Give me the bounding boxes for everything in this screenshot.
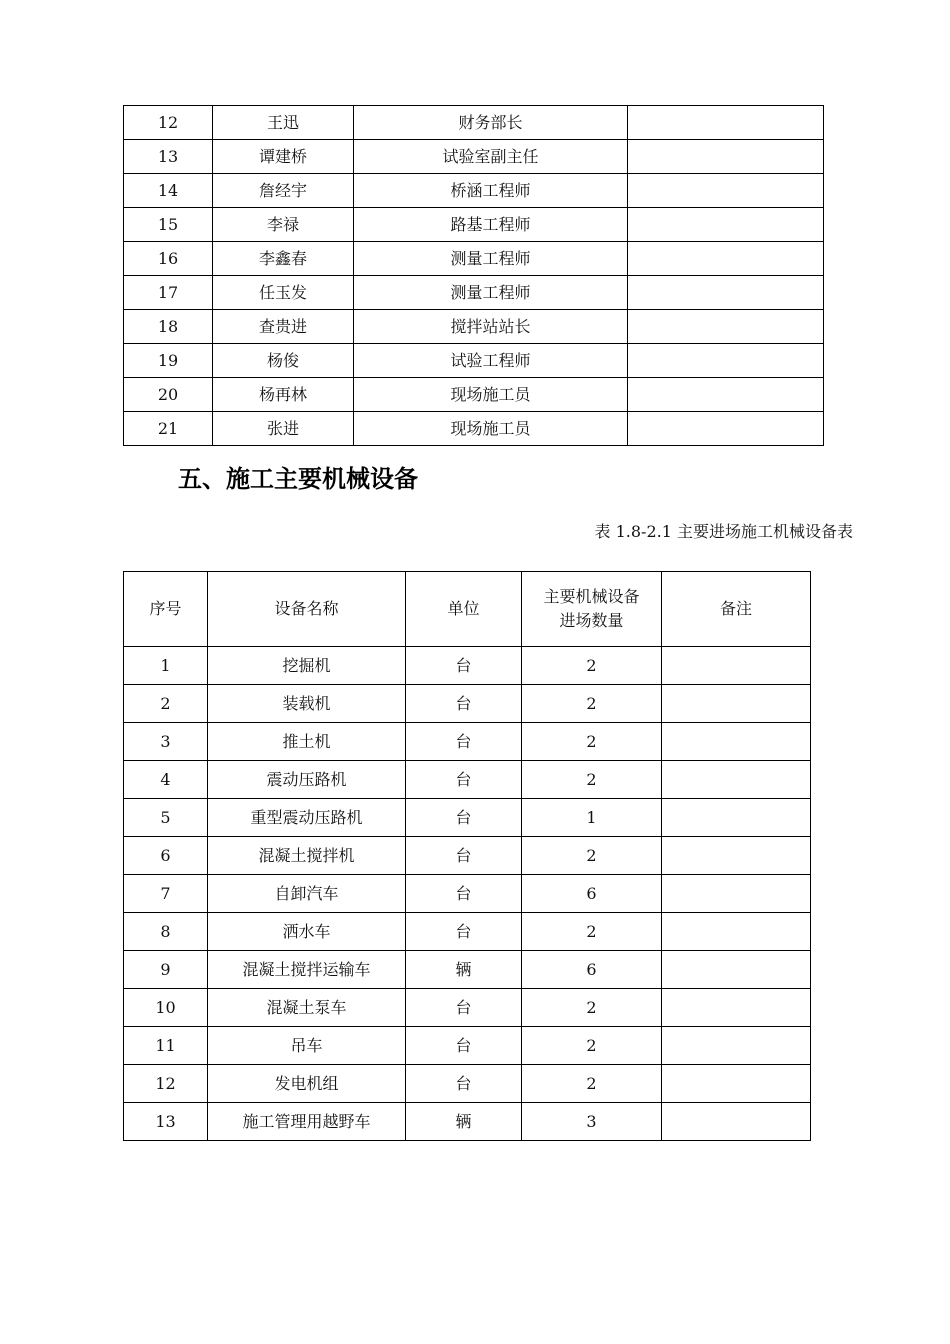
equipment-table-body bbox=[124, 647, 811, 1141]
cell-note bbox=[662, 1027, 811, 1065]
cell-qty: 2 bbox=[522, 647, 662, 685]
header-qty-line1: 主要机械设备 bbox=[543, 587, 640, 606]
cell-position: 现场施工员 bbox=[354, 378, 628, 412]
cell-note bbox=[628, 208, 824, 242]
staff-table-row bbox=[124, 208, 824, 242]
cell-unit: 台 bbox=[406, 761, 522, 799]
cell-no: 12 bbox=[124, 106, 213, 140]
cell-no: 11 bbox=[124, 1027, 208, 1065]
cell-unit: 台 bbox=[406, 837, 522, 875]
cell-unit: 台 bbox=[406, 799, 522, 837]
cell-position: 测量工程师 bbox=[354, 276, 628, 310]
equipment-table-row bbox=[124, 1103, 811, 1141]
staff-table-row bbox=[124, 276, 824, 310]
cell-note bbox=[628, 378, 824, 412]
equipment-table-row bbox=[124, 685, 811, 723]
cell-note bbox=[628, 242, 824, 276]
cell-note bbox=[662, 989, 811, 1027]
staff-table-row bbox=[124, 106, 824, 140]
cell-unit: 台 bbox=[406, 685, 522, 723]
cell-no: 2 bbox=[124, 685, 208, 723]
cell-no: 10 bbox=[124, 989, 208, 1027]
cell-no: 14 bbox=[124, 174, 213, 208]
cell-no: 4 bbox=[124, 761, 208, 799]
cell-qty: 2 bbox=[522, 1065, 662, 1103]
equipment-table-row bbox=[124, 1027, 811, 1065]
cell-name: 混凝土搅拌机 bbox=[208, 837, 406, 875]
staff-table-row bbox=[124, 174, 824, 208]
equipment-table-row bbox=[124, 799, 811, 837]
cell-qty: 2 bbox=[522, 761, 662, 799]
cell-qty: 2 bbox=[522, 989, 662, 1027]
cell-name: 吊车 bbox=[208, 1027, 406, 1065]
cell-note bbox=[628, 140, 824, 174]
cell-name: 重型震动压路机 bbox=[208, 799, 406, 837]
cell-no: 6 bbox=[124, 837, 208, 875]
cell-unit: 台 bbox=[406, 647, 522, 685]
cell-name: 杨俊 bbox=[213, 344, 354, 378]
staff-table-row bbox=[124, 310, 824, 344]
cell-no: 13 bbox=[124, 140, 213, 174]
cell-qty: 2 bbox=[522, 913, 662, 951]
cell-no: 1 bbox=[124, 647, 208, 685]
cell-qty: 3 bbox=[522, 1103, 662, 1141]
equipment-table-row bbox=[124, 1065, 811, 1103]
cell-no: 7 bbox=[124, 875, 208, 913]
cell-note bbox=[662, 837, 811, 875]
header-qty bbox=[522, 572, 662, 647]
cell-name: 推土机 bbox=[208, 723, 406, 761]
staff-table-row bbox=[124, 140, 824, 174]
cell-note bbox=[628, 412, 824, 446]
cell-no: 18 bbox=[124, 310, 213, 344]
cell-no: 21 bbox=[124, 412, 213, 446]
cell-name: 詹经宇 bbox=[213, 174, 354, 208]
cell-name: 查贵进 bbox=[213, 310, 354, 344]
cell-note bbox=[662, 1103, 811, 1141]
staff-table bbox=[123, 105, 824, 446]
cell-note bbox=[662, 761, 811, 799]
staff-table-row bbox=[124, 412, 824, 446]
cell-position: 财务部长 bbox=[354, 106, 628, 140]
cell-note bbox=[628, 344, 824, 378]
cell-position: 现场施工员 bbox=[354, 412, 628, 446]
cell-no: 15 bbox=[124, 208, 213, 242]
cell-no: 13 bbox=[124, 1103, 208, 1141]
cell-note bbox=[628, 276, 824, 310]
cell-unit: 辆 bbox=[406, 1103, 522, 1141]
cell-note bbox=[662, 685, 811, 723]
cell-position: 试验工程师 bbox=[354, 344, 628, 378]
cell-note bbox=[662, 723, 811, 761]
cell-name: 混凝土泵车 bbox=[208, 989, 406, 1027]
equipment-table-row bbox=[124, 913, 811, 951]
cell-name: 发电机组 bbox=[208, 1065, 406, 1103]
equipment-table-header-row bbox=[124, 572, 811, 647]
cell-unit: 台 bbox=[406, 723, 522, 761]
cell-no: 5 bbox=[124, 799, 208, 837]
cell-unit: 台 bbox=[406, 875, 522, 913]
cell-no: 20 bbox=[124, 378, 213, 412]
cell-unit: 辆 bbox=[406, 951, 522, 989]
cell-position: 路基工程师 bbox=[354, 208, 628, 242]
equipment-table-row bbox=[124, 761, 811, 799]
cell-unit: 台 bbox=[406, 913, 522, 951]
cell-qty: 6 bbox=[522, 875, 662, 913]
cell-name: 李鑫春 bbox=[213, 242, 354, 276]
cell-name: 震动压路机 bbox=[208, 761, 406, 799]
header-note: 备注 bbox=[662, 572, 811, 647]
cell-name: 洒水车 bbox=[208, 913, 406, 951]
cell-qty: 2 bbox=[522, 1027, 662, 1065]
cell-unit: 台 bbox=[406, 1065, 522, 1103]
header-no: 序号 bbox=[124, 572, 208, 647]
cell-no: 17 bbox=[124, 276, 213, 310]
cell-name: 谭建桥 bbox=[213, 140, 354, 174]
cell-note bbox=[662, 875, 811, 913]
cell-note bbox=[662, 951, 811, 989]
cell-unit: 台 bbox=[406, 1027, 522, 1065]
cell-note bbox=[628, 174, 824, 208]
header-unit: 单位 bbox=[406, 572, 522, 647]
cell-name: 王迅 bbox=[213, 106, 354, 140]
cell-position: 搅拌站站长 bbox=[354, 310, 628, 344]
staff-table-row bbox=[124, 242, 824, 276]
staff-table-body bbox=[124, 106, 824, 446]
cell-note bbox=[628, 106, 824, 140]
section-heading: 五、施工主要机械设备 bbox=[178, 465, 418, 493]
staff-table-row bbox=[124, 344, 824, 378]
cell-no: 8 bbox=[124, 913, 208, 951]
cell-name: 自卸汽车 bbox=[208, 875, 406, 913]
staff-table-row bbox=[124, 378, 824, 412]
header-qty-line2: 进场数量 bbox=[559, 611, 624, 630]
equipment-table-row bbox=[124, 647, 811, 685]
cell-no: 16 bbox=[124, 242, 213, 276]
cell-note bbox=[662, 1065, 811, 1103]
cell-position: 桥涵工程师 bbox=[354, 174, 628, 208]
header-name: 设备名称 bbox=[208, 572, 406, 647]
cell-note bbox=[662, 647, 811, 685]
equipment-table-caption: 表 1.8-2.1 主要进场施工机械设备表 bbox=[594, 522, 853, 541]
cell-qty: 2 bbox=[522, 685, 662, 723]
cell-qty: 6 bbox=[522, 951, 662, 989]
equipment-table bbox=[123, 571, 811, 1141]
cell-name: 混凝土搅拌运输车 bbox=[208, 951, 406, 989]
cell-qty: 1 bbox=[522, 799, 662, 837]
cell-qty: 2 bbox=[522, 723, 662, 761]
equipment-table-row bbox=[124, 875, 811, 913]
equipment-table-row bbox=[124, 989, 811, 1027]
cell-qty: 2 bbox=[522, 837, 662, 875]
equipment-table-row bbox=[124, 723, 811, 761]
cell-note bbox=[662, 799, 811, 837]
cell-name: 施工管理用越野车 bbox=[208, 1103, 406, 1141]
cell-name: 任玉发 bbox=[213, 276, 354, 310]
cell-no: 3 bbox=[124, 723, 208, 761]
cell-name: 挖掘机 bbox=[208, 647, 406, 685]
cell-name: 李禄 bbox=[213, 208, 354, 242]
cell-position: 试验室副主任 bbox=[354, 140, 628, 174]
cell-no: 9 bbox=[124, 951, 208, 989]
cell-no: 12 bbox=[124, 1065, 208, 1103]
cell-no: 19 bbox=[124, 344, 213, 378]
cell-name: 杨再林 bbox=[213, 378, 354, 412]
cell-unit: 台 bbox=[406, 989, 522, 1027]
cell-position: 测量工程师 bbox=[354, 242, 628, 276]
equipment-table-row bbox=[124, 951, 811, 989]
cell-name: 张进 bbox=[213, 412, 354, 446]
cell-note bbox=[628, 310, 824, 344]
equipment-table-row bbox=[124, 837, 811, 875]
cell-note bbox=[662, 913, 811, 951]
cell-name: 装载机 bbox=[208, 685, 406, 723]
